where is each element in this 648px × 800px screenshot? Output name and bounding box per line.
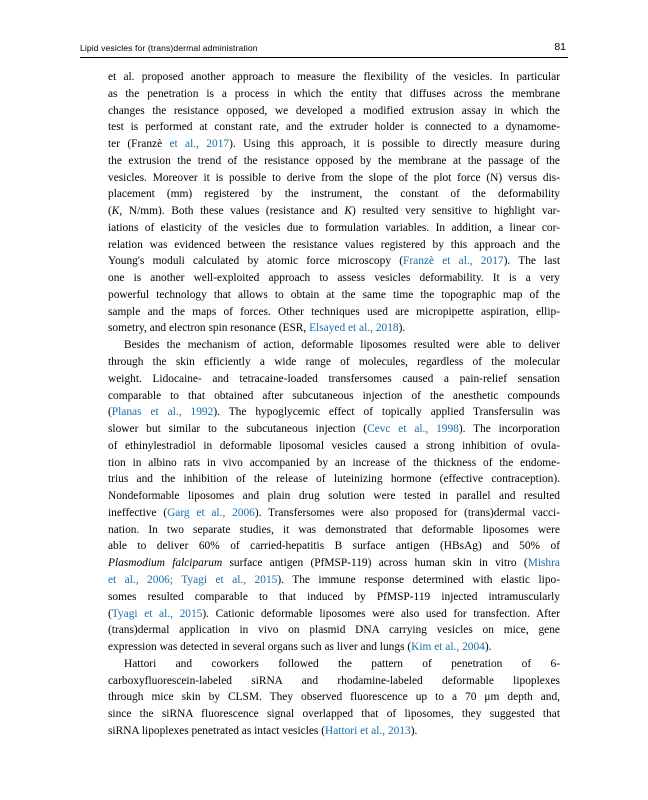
- text-line: [108, 589, 560, 606]
- running-title: Lipid vesicles for (trans)dermal administration: [80, 43, 258, 53]
- text-line: [108, 203, 560, 220]
- text-run: powerful technology that allows to obtain at the same time the topographic map of the: [108, 288, 560, 301]
- text-run: expression was detected in several organs such as liver and lungs (: [108, 641, 412, 654]
- text-run: ). Transfersomes were also proposed for (trans)dermal vacci-: [254, 506, 561, 519]
- text-run: ) resulted very sensitive to highlight var-: [352, 205, 560, 218]
- text-run: weight. Lidocaine- and tetracaine-loaded transfersomes caused a pain-relief sensation: [108, 372, 560, 385]
- text-run: ). Using this approach, it is possible to directly measure during: [229, 138, 560, 151]
- text-run: (trans)dermal application in vivo on plasmid DNA carrying vesicles on mice, gene: [108, 624, 560, 637]
- citation-link[interactable]: Hattori et al., 2013: [325, 724, 411, 737]
- text-run: ). The hypoglycemic effect of topically applied Transfersulin was: [213, 406, 561, 419]
- text-line: [108, 673, 560, 690]
- text-line: [108, 354, 560, 371]
- text-line: [108, 371, 560, 388]
- text-run: (: [108, 607, 112, 620]
- text-line: [108, 86, 560, 103]
- text-line: [108, 622, 560, 639]
- text-line: [108, 689, 560, 706]
- text-line: [108, 538, 560, 555]
- text-line: [108, 69, 560, 86]
- text-line: [108, 388, 560, 405]
- text-run: through the skin efficiently a wide range of molecules, regardless of the molecular: [108, 356, 560, 369]
- text-line: [108, 237, 560, 254]
- text-line: [108, 103, 560, 120]
- text-line: [108, 153, 560, 170]
- citation-link[interactable]: Tyagi et al., 2015: [111, 607, 203, 620]
- italic-text: K: [111, 205, 120, 218]
- text-line: [108, 488, 560, 505]
- text-run: nation. In two separate studies, it was demonstrated that deformable liposomes were: [108, 523, 560, 536]
- text-run: vesicles. Moreover it is possible to derive from the slope of the plot force (N) versus dis-: [108, 171, 560, 184]
- text-line: [108, 572, 560, 589]
- text-run: ter (Franzè: [108, 138, 170, 151]
- text-run: one is another well-exploited approach to assess vesicles deformability. It is a very: [108, 272, 560, 285]
- text-line: [108, 119, 560, 136]
- text-line: [108, 555, 560, 572]
- text-run: ). The last: [503, 255, 560, 268]
- body-text: [108, 69, 560, 740]
- text-run: placement (mm) registered by the instrument, the constant of the deformability: [108, 188, 560, 201]
- text-run: Nondeformable liposomes and plain drug solution were tested in parallel and resulted: [108, 490, 560, 503]
- text-run: carboxyfluorescein-labeled siRNA and rhodamine-labeled deformable lipoplexes: [108, 674, 560, 687]
- text-run: relation was evidenced between the resistance values registered by this approach and the: [108, 238, 560, 251]
- citation-link[interactable]: et al., 2017: [169, 138, 230, 151]
- text-run: ). The immune response determined with elastic lipo-: [277, 573, 561, 586]
- citation-link[interactable]: Kim et al., 2004: [411, 641, 485, 654]
- text-run: ).: [410, 724, 418, 737]
- text-line: [108, 639, 560, 656]
- text-line: [108, 253, 560, 270]
- text-line: [108, 270, 560, 287]
- text-line: [108, 304, 560, 321]
- text-run: Besides the mechanism of action, deformable liposomes resulted were able to deliver: [124, 339, 560, 352]
- text-run: , N/mm). Both these values (resistance and: [119, 205, 345, 218]
- text-run: iations of elasticity of the vesicles due to formulation variables. In addition, a linear cor-: [108, 221, 560, 234]
- page-number: 81: [554, 41, 566, 53]
- text-run: somes resulted comparable to that induced by PfMSP-119 injected intramuscularly: [108, 590, 560, 603]
- text-run: (: [108, 406, 112, 419]
- text-run: tion in albino rats in vivo accompanied by an increase of the thickness of the endome-: [108, 456, 560, 469]
- text-line: [108, 723, 560, 740]
- text-run: ).: [398, 322, 406, 335]
- text-run: (: [108, 205, 112, 218]
- text-line: [108, 471, 560, 488]
- text-run: test is performed at constant rate, and the extruder holder is connected to a dynamome-: [108, 121, 560, 134]
- italic-text: K: [344, 205, 352, 218]
- text-line: [108, 421, 560, 438]
- text-run: able to deliver 60% of carried-hepatitis B surface antigen (HBsAg) and 50% of: [108, 540, 560, 553]
- text-line: [108, 287, 560, 304]
- text-run: sometry, and electron spin resonance (ESR,: [108, 322, 310, 335]
- text-line: [108, 337, 560, 354]
- text-run: ). The incorporation: [458, 423, 560, 436]
- italic-text: Plasmodium falciparum: [108, 557, 223, 570]
- text-line: [108, 170, 560, 187]
- text-line: [108, 186, 560, 203]
- text-run: ineffective (: [108, 506, 168, 519]
- text-run: sample and the maps of forces. Other techniques used are micropipette aspiration, ellip-: [108, 305, 560, 318]
- text-line: [108, 706, 560, 723]
- text-line: [108, 505, 560, 522]
- text-run: surface antigen (PfMSP-119) across human skin in vitro (: [222, 557, 528, 570]
- citation-link[interactable]: Planas et al., 1992: [111, 406, 214, 419]
- citation-link[interactable]: Elsayed et al., 2018: [309, 322, 399, 335]
- running-header: [80, 41, 568, 58]
- text-line: [108, 136, 560, 153]
- text-run: siRNA lipoplexes penetrated as intact vesicles (: [108, 724, 325, 737]
- text-line: [108, 455, 560, 472]
- text-line: [108, 438, 560, 455]
- text-run: through mice skin by CLSM. They observed fluorescence up to a 70 μm depth and,: [108, 691, 560, 704]
- text-run: ).: [484, 641, 492, 654]
- text-line: [108, 320, 560, 337]
- text-run: the extrusion the trend of the resistance opposed by the membrane at the passage of the: [108, 154, 560, 167]
- text-line: [108, 522, 560, 539]
- text-line: [108, 656, 560, 673]
- text-run: changes the resistance opposed, we developed a modified extrusion assay in which the: [108, 104, 560, 117]
- text-run: of ethinylestradiol in deformable liposomal vesicles caused a strong inhibition of ovula-: [108, 439, 560, 452]
- text-run: trius and the inhibition of the release of luteinizing hormone (effective contraception).: [108, 473, 560, 486]
- citation-link[interactable]: et al., 2006; Tyagi et al., 2015: [108, 573, 278, 586]
- text-run: ). Cationic deformable liposomes were also used for transfection. After: [202, 607, 560, 620]
- text-run: comparable to that obtained after subcutaneous injection of the anesthetic compounds: [108, 389, 560, 402]
- citation-link[interactable]: Franzè et al., 2017: [403, 255, 504, 268]
- text-run: since the siRNA fluorescence signal overlapped that of liposomes, they suggested that: [108, 708, 560, 721]
- citation-link[interactable]: Mishra: [527, 557, 560, 570]
- citation-link[interactable]: Garg et al., 2006: [167, 506, 255, 519]
- citation-link[interactable]: Cevc et al., 1998: [367, 423, 459, 436]
- text-run: Hattori and coworkers followed the pattern of penetration of 6-: [124, 657, 560, 670]
- text-run: as the penetration is a process in which the entity that diffuses across the membrane: [108, 87, 560, 100]
- text-run: slower but similar to the subcutaneous injection (: [108, 423, 368, 436]
- text-line: [108, 220, 560, 237]
- text-line: [108, 606, 560, 623]
- text-line: [108, 404, 560, 421]
- text-run: et al. proposed another approach to measure the flexibility of the vesicles. In particular: [108, 71, 560, 83]
- text-run: Young's moduli calculated by atomic force microscopy (: [108, 255, 404, 268]
